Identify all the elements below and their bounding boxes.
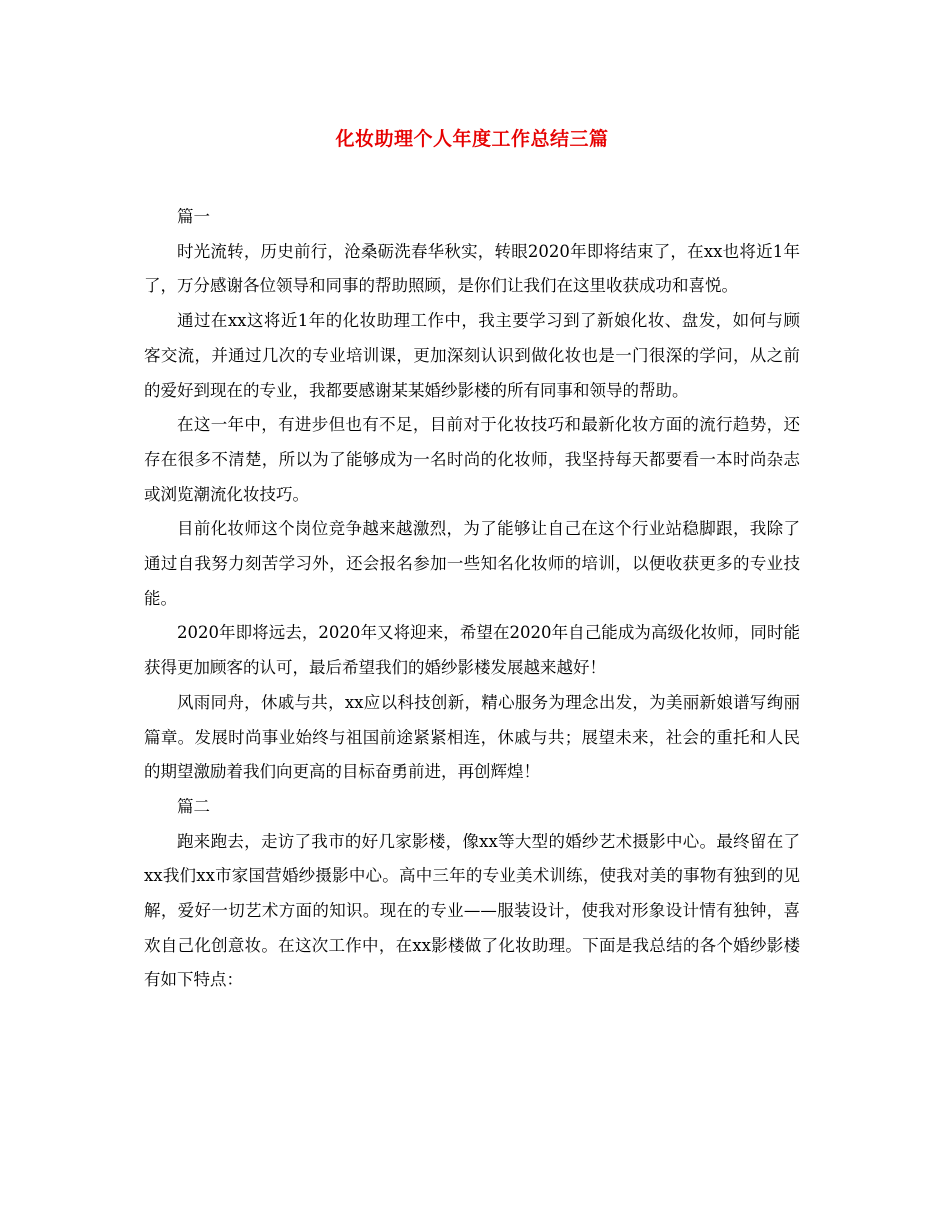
- paragraph: 2020年即将远去，2020年又将迎来，希望在2020年自己能成为高级化妆师，同时能获得更加顾客的认可，最后希望我们的婚纱影楼发展越来越好！: [144, 623, 800, 678]
- paragraph: 跑来跑去，走访了我市的好几家影楼，像xx等大型的婚纱艺术摄影中心。最终留在了xx我们xx市家国营婚纱摄影中心。高中三年的专业美术训练，使我对美的事物有独到的见解，爱好一切艺术方面的知识。现在的专业——服装设计，使我对形象设计情有独钟，喜欢自己化创意妆。在这次工作中，在xx影楼做了化妆助理。下面是我总结的各个婚纱影楼有如下特点：: [144, 831, 800, 990]
- paragraph: 目前化妆师这个岗位竞争越来越激烈，为了能够让自己在这个行业站稳脚跟，我除了通过自我努力刻苦学习外，还会报名参加一些知名化妆师的培训，以便收获更多的专业技能。: [144, 519, 800, 608]
- document-body: [144, 200, 800, 998]
- paragraph: 风雨同舟，休戚与共，xx应以科技创新，精心服务为理念出发，为美丽新娘谱写绚丽篇章。发展时尚事业始终与祖国前途紧紧相连，休戚与共；展望未来，社会的重托和人民的期望激励着我们向更高的目标奋勇前进，再创辉煌！: [144, 692, 800, 782]
- paragraph: 在这一年中，有进步但也有不足，目前对于化妆技巧和最新化妆方面的流行趋势，还存在很多不清楚，所以为了能够成为一名时尚的化妆师，我坚持每天都要看一本时尚杂志或浏览潮流化妆技巧。: [144, 415, 800, 504]
- section-heading-2: 篇二: [177, 796, 210, 816]
- document-title: 化妆助理个人年度工作总结三篇: [335, 128, 609, 150]
- paragraph: 时光流转，历史前行，沧桑砺洗春华秋实，转眼2020年即将结束了，在xx也将近1年了，万分感谢各位领导和同事的帮助照顾，是你们让我们在这里收获成功和喜悦。: [144, 241, 800, 296]
- paragraph: 通过在xx这将近1年的化妆助理工作中，我主要学习到了新娘化妆、盘发，如何与顾客交流，并通过几次的专业培训课，更加深刻认识到做化妆也是一门很深的学问，从之前的爱好到现在的专业，我都要感谢某某婚纱影楼的所有同事和领导的帮助。: [144, 311, 800, 400]
- section-heading-1: 篇一: [177, 207, 210, 226]
